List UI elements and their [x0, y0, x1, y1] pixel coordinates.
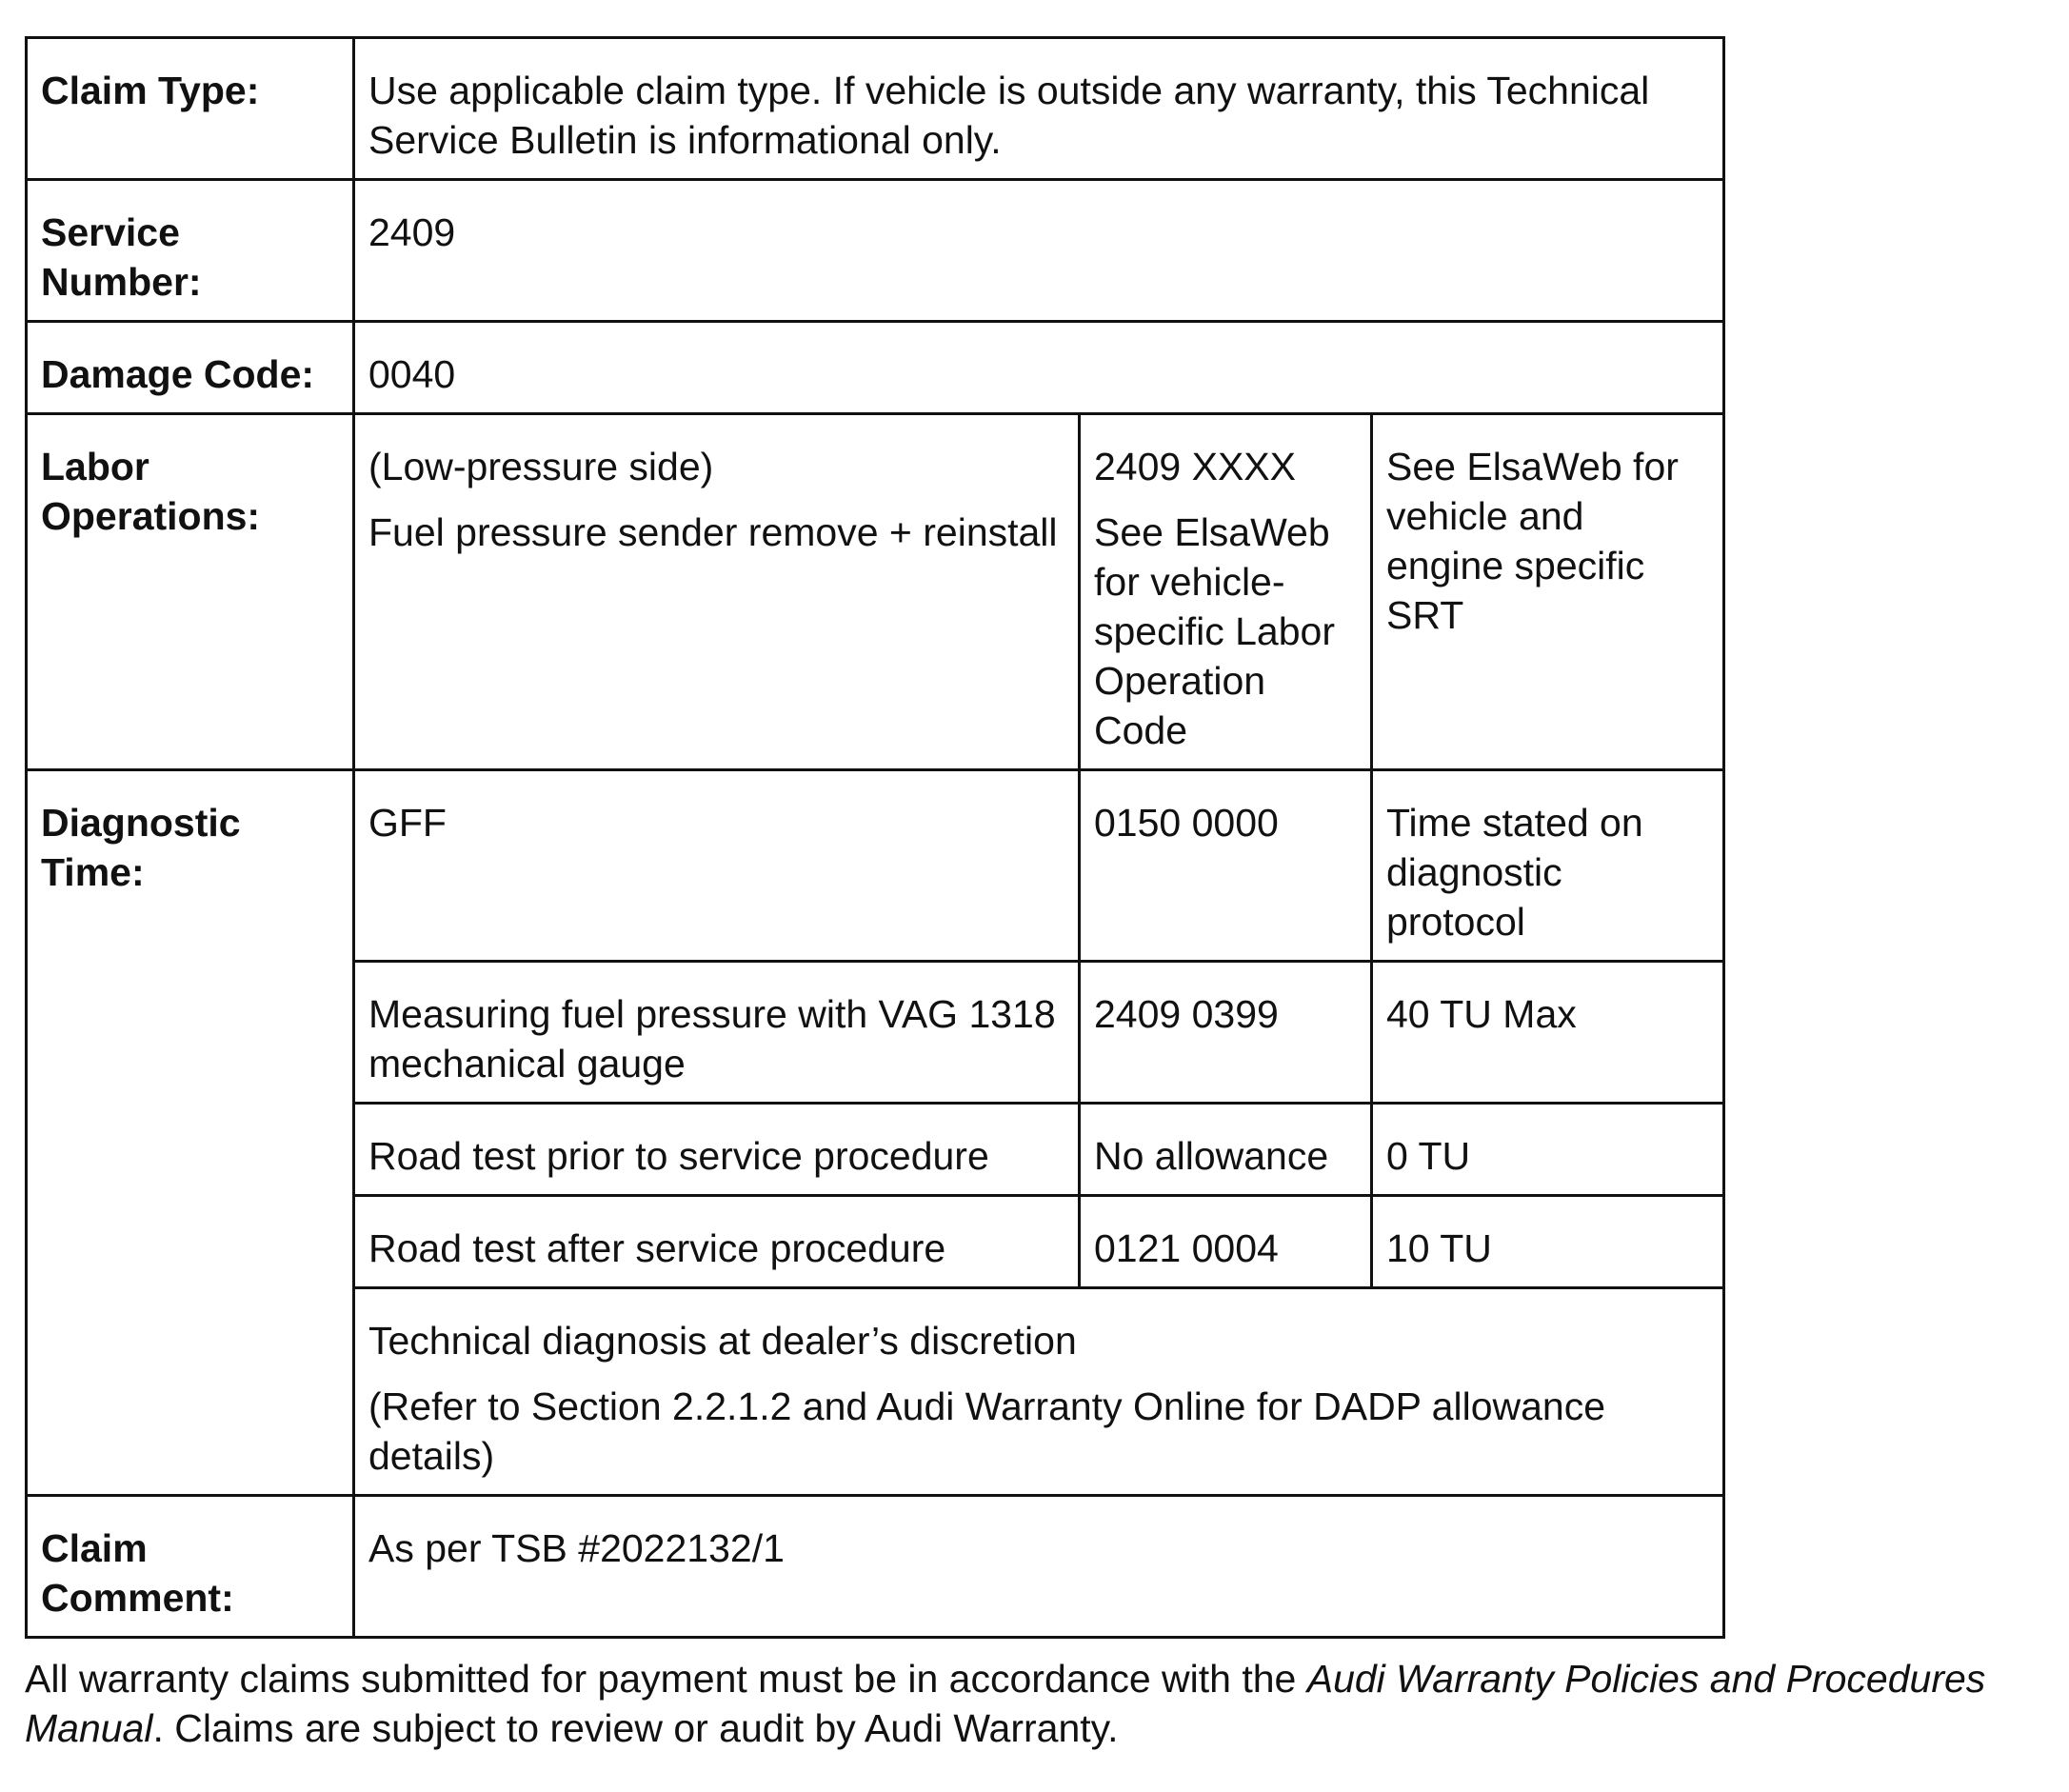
claim-type-label: Claim Type:: [27, 38, 354, 180]
diagnostic-note: [354, 1288, 1724, 1496]
diagnostic-code: 0121 0004: [1080, 1196, 1372, 1288]
labor-operations-description: [354, 414, 1080, 770]
labor-operations-row: [27, 414, 1724, 770]
diagnostic-description: Road test after service procedure: [354, 1196, 1080, 1288]
claim-type-value: Use applicable claim type. If vehicle is outside any warranty, this Technical Service Bulletin is informational only.: [354, 38, 1724, 180]
footer-manual-title: Audi Warranty Policies and Procedures Manual: [25, 1657, 1986, 1750]
damage-code-value: 0040: [354, 322, 1724, 414]
diagnostic-time: 10 TU: [1372, 1196, 1724, 1288]
diagnostic-note-line1: Technical diagnosis at dealer’s discretion: [368, 1319, 1077, 1363]
service-number-row: [27, 180, 1724, 322]
labor-operations-description-line1: (Low-pressure side): [368, 445, 714, 488]
diagnostic-description: Measuring fuel pressure with VAG 1318 mechanical gauge: [354, 962, 1080, 1104]
claim-comment-label: Claim Comment:: [27, 1496, 354, 1638]
diagnostic-description: Road test prior to service procedure: [354, 1104, 1080, 1196]
diagnostic-time: 40 TU Max: [1372, 962, 1724, 1104]
labor-operations-code-line2: See ElsaWeb for vehicle-specific Labor Operation Code: [1094, 510, 1335, 752]
service-number-label: Service Number:: [27, 180, 354, 322]
labor-operations-code: [1080, 414, 1372, 770]
footer-note: [25, 1654, 2053, 1753]
diagnostic-code: 2409 0399: [1080, 962, 1372, 1104]
claim-type-row: [27, 38, 1724, 180]
labor-operations-label: Labor Operations:: [27, 414, 354, 770]
claim-comment-value: As per TSB #2022132/1: [354, 1496, 1724, 1638]
claim-table: [25, 36, 1725, 1639]
footer-text-after: . Claims are subject to review or audit by Audi Warranty.: [152, 1706, 1119, 1750]
diagnostic-row-gff: [27, 770, 1724, 962]
diagnostic-note-line2: (Refer to Section 2.2.1.2 and Audi Warranty Online for DADP allowance details): [368, 1384, 1606, 1478]
diagnostic-time-label: Diagnostic Time:: [27, 770, 354, 1496]
damage-code-label: Damage Code:: [27, 322, 354, 414]
labor-operations-description-line2: Fuel pressure sender remove + reinstall: [368, 510, 1058, 554]
diagnostic-code: No allowance: [1080, 1104, 1372, 1196]
claim-comment-row: [27, 1496, 1724, 1638]
warranty-document: [25, 36, 2043, 1792]
damage-code-row: [27, 322, 1724, 414]
diagnostic-description: GFF: [354, 770, 1080, 962]
diagnostic-time: Time stated on diagnostic protocol: [1372, 770, 1724, 962]
diagnostic-code: 0150 0000: [1080, 770, 1372, 962]
labor-operations-code-line1: 2409 XXXX: [1094, 445, 1296, 488]
diagnostic-time: 0 TU: [1372, 1104, 1724, 1196]
labor-operations-time: See ElsaWeb for vehicle and engine specific SRT: [1372, 414, 1724, 770]
footer-text-before: All warranty claims submitted for payment must be in accordance with the: [25, 1657, 1307, 1701]
service-number-value: 2409: [354, 180, 1724, 322]
